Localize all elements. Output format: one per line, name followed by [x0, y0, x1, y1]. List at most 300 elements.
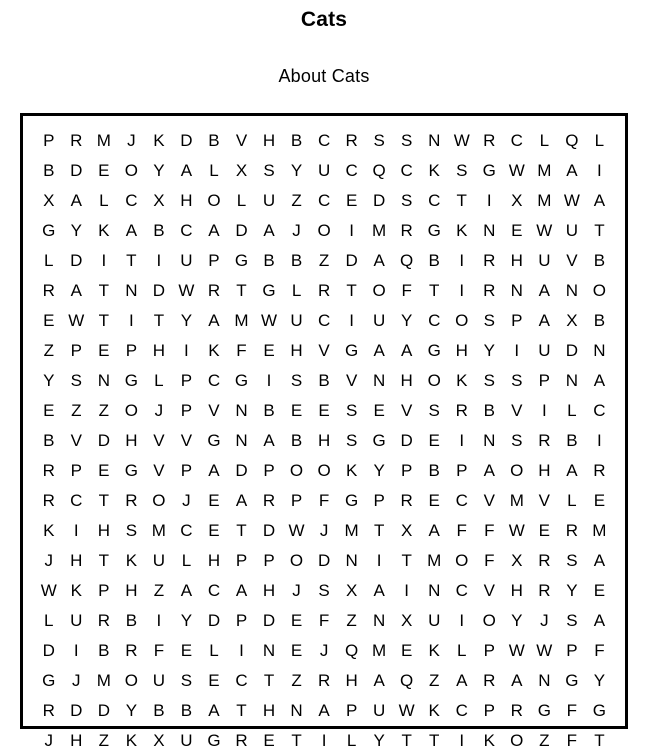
grid-cell[interactable]: O	[289, 461, 304, 480]
grid-cell[interactable]: V	[483, 581, 495, 600]
grid-cell[interactable]: P	[401, 461, 413, 480]
grid-cell[interactable]: R	[538, 581, 551, 600]
grid-cell[interactable]: C	[400, 161, 413, 180]
grid-cell[interactable]: K	[428, 161, 440, 180]
grid-cell[interactable]: W	[40, 581, 57, 600]
grid-cell[interactable]: H	[455, 341, 468, 360]
grid-cell[interactable]: Z	[98, 731, 110, 750]
grid-cell[interactable]: H	[290, 341, 303, 360]
grid-cell[interactable]: U	[538, 341, 551, 360]
grid-cell[interactable]: C	[455, 491, 468, 510]
grid-cell[interactable]: I	[321, 731, 327, 750]
grid-cell[interactable]: X	[566, 311, 578, 330]
grid-cell[interactable]: L	[457, 641, 467, 660]
grid-cell[interactable]: I	[404, 581, 410, 600]
grid-cell[interactable]: V	[153, 431, 165, 450]
grid-cell[interactable]: T	[236, 521, 247, 540]
grid-cell[interactable]: D	[42, 641, 55, 660]
grid-cell[interactable]: R	[262, 491, 276, 510]
grid-cell[interactable]: A	[263, 431, 275, 450]
grid-cell[interactable]: K	[43, 521, 55, 540]
grid-cell[interactable]: A	[208, 461, 220, 480]
grid-cell[interactable]: L	[154, 371, 164, 390]
grid-cell[interactable]: M	[151, 521, 166, 540]
grid-cell[interactable]: D	[262, 521, 276, 540]
grid-cell[interactable]: O	[427, 371, 441, 390]
grid-cell[interactable]: K	[456, 221, 468, 240]
grid-cell[interactable]: P	[70, 341, 82, 360]
grid-cell[interactable]: O	[455, 311, 469, 330]
grid-cell[interactable]: E	[98, 161, 110, 180]
grid-cell[interactable]: I	[101, 251, 107, 270]
grid-cell[interactable]: T	[429, 731, 440, 750]
grid-cell[interactable]: E	[290, 641, 303, 660]
grid-cell[interactable]: I	[128, 311, 134, 330]
grid-cell[interactable]: B	[428, 251, 440, 270]
grid-cell[interactable]: B	[125, 611, 138, 630]
grid-cell[interactable]: G	[42, 671, 56, 690]
grid-cell[interactable]: X	[345, 581, 358, 600]
grid-cell[interactable]: G	[42, 221, 56, 240]
grid-cell[interactable]: R	[125, 641, 138, 660]
grid-cell[interactable]: Y	[125, 701, 138, 720]
grid-cell[interactable]: I	[459, 731, 465, 750]
grid-cell[interactable]: E	[43, 311, 55, 330]
grid-cell[interactable]: W	[398, 701, 415, 720]
grid-cell[interactable]: J	[292, 581, 301, 600]
grid-cell[interactable]: A	[235, 581, 248, 600]
grid-cell[interactable]: T	[98, 311, 110, 330]
grid-cell[interactable]: P	[125, 341, 138, 360]
grid-cell[interactable]: N	[262, 641, 276, 660]
grid-cell[interactable]: Z	[346, 611, 357, 630]
grid-cell[interactable]: W	[563, 191, 580, 210]
grid-cell[interactable]: R	[483, 281, 496, 300]
grid-cell[interactable]: O	[124, 161, 138, 180]
grid-cell[interactable]: P	[290, 491, 303, 510]
grid-cell[interactable]: M	[234, 311, 249, 330]
grid-cell[interactable]: V	[70, 431, 82, 450]
grid-cell[interactable]: E	[401, 641, 413, 660]
grid-cell[interactable]: U	[262, 191, 276, 210]
grid-cell[interactable]: O	[207, 191, 221, 210]
grid-cell[interactable]: U	[428, 611, 441, 630]
grid-cell[interactable]: J	[127, 131, 136, 150]
grid-cell[interactable]: J	[44, 731, 54, 750]
grid-cell[interactable]: Y	[511, 611, 523, 630]
grid-cell[interactable]: G	[262, 281, 276, 300]
grid-cell[interactable]: C	[70, 491, 83, 510]
grid-cell[interactable]: X	[401, 611, 413, 630]
grid-cell[interactable]: N	[373, 371, 386, 390]
grid-cell[interactable]: K	[125, 731, 138, 750]
grid-cell[interactable]: N	[483, 221, 496, 240]
grid-cell[interactable]: N	[373, 611, 386, 630]
grid-cell[interactable]: O	[124, 671, 138, 690]
grid-cell[interactable]: X	[153, 731, 165, 750]
grid-cell[interactable]: O	[317, 461, 331, 480]
grid-cell[interactable]: P	[180, 371, 193, 390]
grid-cell[interactable]: D	[207, 611, 221, 630]
grid-cell[interactable]: V	[153, 461, 165, 480]
grid-cell[interactable]: E	[43, 401, 55, 420]
grid-cell[interactable]: E	[318, 401, 330, 420]
grid-cell[interactable]: A	[483, 461, 495, 480]
grid-cell[interactable]: U	[180, 731, 193, 750]
grid-cell[interactable]: T	[346, 281, 357, 300]
grid-cell[interactable]: R	[400, 221, 413, 240]
grid-cell[interactable]: V	[345, 371, 358, 390]
grid-cell[interactable]: M	[96, 671, 111, 690]
grid-cell[interactable]: E	[208, 521, 220, 540]
grid-cell[interactable]: A	[180, 581, 193, 600]
grid-cell[interactable]: I	[597, 161, 602, 180]
grid-cell[interactable]: B	[566, 431, 578, 450]
grid-cell[interactable]: D	[235, 221, 248, 240]
grid-cell[interactable]: I	[459, 251, 465, 270]
grid-cell[interactable]: S	[125, 521, 138, 540]
grid-cell[interactable]: C	[235, 671, 248, 690]
grid-cell[interactable]: G	[207, 431, 221, 450]
grid-cell[interactable]: J	[292, 221, 301, 240]
grid-cell[interactable]: U	[373, 311, 386, 330]
grid-cell[interactable]: C	[317, 131, 331, 150]
grid-cell[interactable]: F	[318, 491, 330, 510]
grid-cell[interactable]: O	[592, 281, 606, 300]
grid-cell[interactable]: U	[538, 251, 551, 270]
grid-cell[interactable]: T	[373, 521, 385, 540]
grid-cell[interactable]: T	[126, 251, 137, 270]
grid-cell[interactable]: U	[180, 251, 193, 270]
grid-cell[interactable]: S	[511, 431, 523, 450]
grid-cell[interactable]: G	[207, 731, 221, 750]
grid-cell[interactable]: B	[263, 401, 275, 420]
grid-cell[interactable]: H	[180, 191, 193, 210]
grid-cell[interactable]: B	[153, 221, 165, 240]
grid-cell[interactable]: A	[263, 221, 275, 240]
grid-cell[interactable]: P	[483, 701, 495, 720]
grid-cell[interactable]: G	[427, 221, 441, 240]
grid-cell[interactable]: O	[289, 551, 304, 570]
grid-cell[interactable]: D	[373, 191, 386, 210]
grid-cell[interactable]: Y	[373, 461, 385, 480]
grid-cell[interactable]: I	[376, 551, 382, 570]
grid-cell[interactable]: V	[538, 491, 550, 510]
grid-cell[interactable]: P	[263, 551, 275, 570]
grid-cell[interactable]: S	[290, 371, 303, 390]
grid-cell[interactable]: F	[401, 281, 412, 300]
grid-cell[interactable]: K	[125, 551, 138, 570]
grid-cell[interactable]: C	[593, 401, 606, 420]
grid-cell[interactable]: R	[207, 281, 221, 300]
grid-cell[interactable]: D	[97, 701, 110, 720]
grid-cell[interactable]: I	[514, 341, 520, 360]
grid-cell[interactable]: H	[262, 581, 276, 600]
grid-cell[interactable]: L	[236, 191, 247, 210]
grid-cell[interactable]: S	[345, 401, 358, 420]
grid-cell[interactable]: M	[537, 191, 552, 210]
grid-cell[interactable]: N	[125, 281, 138, 300]
grid-cell[interactable]: D	[180, 131, 193, 150]
grid-cell[interactable]: F	[484, 521, 495, 540]
grid-cell[interactable]: J	[44, 551, 54, 570]
grid-cell[interactable]: F	[566, 731, 578, 750]
grid-cell[interactable]: O	[482, 611, 496, 630]
grid-cell[interactable]: I	[459, 281, 465, 300]
grid-cell[interactable]: V	[483, 491, 495, 510]
grid-cell[interactable]: H	[125, 581, 138, 600]
grid-cell[interactable]: I	[73, 641, 79, 660]
grid-cell[interactable]: M	[537, 161, 552, 180]
grid-cell[interactable]: S	[373, 131, 385, 150]
grid-cell[interactable]: K	[345, 461, 358, 480]
grid-cell[interactable]: P	[538, 371, 550, 390]
grid-cell[interactable]: P	[566, 641, 578, 660]
grid-cell[interactable]: N	[538, 671, 551, 690]
grid-cell[interactable]: B	[153, 701, 165, 720]
grid-cell[interactable]: Z	[539, 731, 550, 750]
grid-cell[interactable]: Z	[43, 341, 54, 360]
grid-cell[interactable]: S	[401, 191, 413, 210]
grid-cell[interactable]: I	[349, 221, 354, 240]
grid-cell[interactable]: B	[263, 251, 275, 270]
grid-cell[interactable]: X	[153, 191, 165, 210]
grid-cell[interactable]: Y	[43, 371, 55, 390]
grid-cell[interactable]: Y	[593, 671, 606, 690]
grid-cell[interactable]: S	[318, 581, 330, 600]
grid-cell[interactable]: U	[290, 311, 303, 330]
grid-cell[interactable]: R	[538, 431, 551, 450]
grid-cell[interactable]: U	[70, 611, 83, 630]
grid-cell[interactable]: X	[401, 521, 413, 540]
grid-cell[interactable]: Q	[400, 671, 414, 690]
grid-cell[interactable]: T	[456, 191, 467, 210]
grid-cell[interactable]: E	[428, 431, 440, 450]
grid-cell[interactable]: A	[428, 521, 440, 540]
grid-cell[interactable]: P	[43, 131, 55, 150]
grid-cell[interactable]: T	[98, 281, 110, 300]
grid-cell[interactable]: K	[483, 731, 495, 750]
grid-cell[interactable]: C	[180, 521, 193, 540]
grid-cell[interactable]: B	[98, 641, 110, 660]
grid-cell[interactable]: Y	[180, 311, 193, 330]
grid-cell[interactable]: M	[372, 641, 387, 660]
grid-cell[interactable]: V	[235, 131, 248, 150]
grid-cell[interactable]: I	[73, 521, 79, 540]
grid-cell[interactable]: A	[566, 161, 578, 180]
grid-cell[interactable]: H	[207, 551, 221, 570]
grid-cell[interactable]: P	[345, 701, 358, 720]
grid-cell[interactable]: O	[510, 461, 524, 480]
grid-cell[interactable]: H	[152, 341, 166, 360]
grid-cell[interactable]: T	[153, 311, 165, 330]
grid-cell[interactable]: J	[72, 671, 81, 690]
grid-cell[interactable]: Y	[290, 161, 303, 180]
grid-cell[interactable]: H	[70, 731, 83, 750]
grid-cell[interactable]: L	[181, 551, 192, 570]
grid-cell[interactable]: B	[593, 251, 606, 270]
grid-cell[interactable]: O	[152, 491, 166, 510]
grid-cell[interactable]: G	[124, 461, 138, 480]
grid-cell[interactable]: B	[290, 251, 303, 270]
grid-cell[interactable]: F	[456, 521, 467, 540]
grid-cell[interactable]: R	[42, 461, 55, 480]
grid-cell[interactable]: R	[593, 461, 606, 480]
grid-cell[interactable]: J	[540, 611, 549, 630]
grid-cell[interactable]: N	[235, 431, 248, 450]
grid-cell[interactable]: J	[319, 641, 329, 660]
grid-cell[interactable]: F	[236, 341, 247, 360]
grid-cell[interactable]: Z	[291, 191, 302, 210]
grid-cell[interactable]: T	[263, 671, 275, 690]
grid-cell[interactable]: N	[565, 371, 578, 390]
grid-cell[interactable]: D	[70, 701, 83, 720]
grid-cell[interactable]: A	[208, 221, 220, 240]
grid-cell[interactable]: C	[207, 581, 221, 600]
grid-cell[interactable]: H	[262, 701, 276, 720]
grid-cell[interactable]: A	[566, 461, 578, 480]
grid-cell[interactable]: S	[428, 401, 440, 420]
grid-cell[interactable]: R	[538, 551, 551, 570]
grid-cell[interactable]: M	[344, 521, 359, 540]
grid-cell[interactable]: H	[97, 521, 110, 540]
grid-cell[interactable]: X	[511, 551, 523, 570]
grid-cell[interactable]: T	[236, 281, 247, 300]
grid-cell[interactable]: L	[291, 281, 302, 300]
grid-cell[interactable]: T	[401, 551, 412, 570]
grid-cell[interactable]: Y	[483, 341, 495, 360]
grid-cell[interactable]: R	[483, 251, 496, 270]
grid-cell[interactable]: P	[180, 401, 193, 420]
grid-cell[interactable]: T	[401, 731, 412, 750]
grid-cell[interactable]: I	[541, 401, 547, 420]
grid-cell[interactable]: N	[565, 281, 578, 300]
grid-cell[interactable]: H	[70, 551, 83, 570]
grid-cell[interactable]: V	[180, 431, 193, 450]
grid-cell[interactable]: L	[44, 611, 54, 630]
grid-cell[interactable]: M	[96, 131, 111, 150]
grid-cell[interactable]: L	[567, 401, 577, 420]
grid-cell[interactable]: S	[566, 611, 578, 630]
grid-cell[interactable]: E	[428, 491, 440, 510]
grid-cell[interactable]: P	[235, 611, 248, 630]
grid-cell[interactable]: P	[70, 461, 82, 480]
grid-cell[interactable]: R	[317, 671, 331, 690]
grid-cell[interactable]: I	[349, 311, 354, 330]
grid-cell[interactable]: V	[318, 341, 330, 360]
grid-cell[interactable]: L	[209, 641, 219, 660]
grid-cell[interactable]: G	[344, 341, 359, 360]
grid-cell[interactable]: T	[291, 731, 302, 750]
grid-cell[interactable]: Y	[180, 611, 193, 630]
grid-cell[interactable]: B	[593, 311, 606, 330]
grid-cell[interactable]: L	[99, 191, 109, 210]
grid-cell[interactable]: Q	[565, 131, 579, 150]
grid-cell[interactable]: O	[455, 551, 469, 570]
grid-cell[interactable]: R	[510, 701, 523, 720]
grid-cell[interactable]: G	[592, 701, 606, 720]
grid-cell[interactable]: S	[483, 311, 495, 330]
grid-cell[interactable]: I	[459, 431, 465, 450]
grid-cell[interactable]: E	[511, 221, 523, 240]
grid-cell[interactable]: P	[511, 311, 523, 330]
grid-cell[interactable]: C	[180, 221, 193, 240]
grid-cell[interactable]: V	[208, 401, 220, 420]
grid-cell[interactable]: L	[567, 491, 577, 510]
grid-cell[interactable]: M	[372, 221, 387, 240]
grid-cell[interactable]: T	[98, 491, 110, 510]
grid-cell[interactable]: L	[539, 131, 550, 150]
grid-cell[interactable]: N	[428, 581, 441, 600]
grid-cell[interactable]: A	[401, 341, 413, 360]
grid-cell[interactable]: S	[566, 551, 578, 570]
grid-cell[interactable]: J	[182, 491, 191, 510]
grid-cell[interactable]: B	[290, 131, 303, 150]
grid-cell[interactable]: L	[44, 251, 54, 270]
grid-cell[interactable]: N	[428, 131, 441, 150]
grid-cell[interactable]: P	[98, 581, 110, 600]
grid-cell[interactable]: L	[209, 161, 219, 180]
grid-cell[interactable]: V	[401, 401, 413, 420]
grid-cell[interactable]: W	[178, 281, 195, 300]
grid-cell[interactable]: R	[235, 731, 248, 750]
grid-cell[interactable]: N	[483, 431, 496, 450]
grid-cell[interactable]: V	[566, 251, 578, 270]
grid-cell[interactable]: Y	[566, 581, 578, 600]
grid-cell[interactable]: Q	[400, 251, 414, 270]
grid-cell[interactable]: G	[234, 251, 249, 270]
grid-cell[interactable]: C	[317, 191, 331, 210]
grid-cell[interactable]: Y	[70, 221, 82, 240]
grid-cell[interactable]: K	[70, 581, 82, 600]
grid-cell[interactable]: M	[427, 551, 442, 570]
grid-cell[interactable]: B	[43, 161, 55, 180]
grid-cell[interactable]: K	[208, 341, 220, 360]
grid-cell[interactable]: D	[400, 431, 413, 450]
grid-cell[interactable]: X	[235, 161, 248, 180]
grid-cell[interactable]: J	[319, 521, 329, 540]
grid-cell[interactable]: R	[42, 701, 55, 720]
grid-cell[interactable]: V	[511, 401, 523, 420]
grid-cell[interactable]: D	[70, 251, 83, 270]
grid-cell[interactable]: O	[317, 221, 331, 240]
grid-cell[interactable]: E	[180, 641, 193, 660]
grid-cell[interactable]: D	[345, 251, 358, 270]
grid-cell[interactable]: E	[208, 671, 220, 690]
grid-cell[interactable]: M	[592, 521, 607, 540]
grid-cell[interactable]: E	[538, 521, 550, 540]
grid-cell[interactable]: G	[124, 371, 138, 390]
grid-cell[interactable]: E	[593, 491, 606, 510]
grid-cell[interactable]: A	[125, 221, 138, 240]
grid-cell[interactable]: W	[536, 641, 553, 660]
grid-cell[interactable]: A	[593, 611, 606, 630]
grid-cell[interactable]: P	[483, 641, 495, 660]
grid-cell[interactable]: A	[593, 191, 606, 210]
grid-cell[interactable]: N	[235, 401, 248, 420]
grid-cell[interactable]: R	[565, 521, 578, 540]
grid-cell[interactable]: D	[565, 341, 578, 360]
grid-cell[interactable]: W	[453, 131, 470, 150]
grid-cell[interactable]: I	[266, 371, 272, 390]
grid-cell[interactable]: A	[373, 341, 385, 360]
grid-cell[interactable]: N	[510, 281, 523, 300]
grid-cell[interactable]: F	[153, 641, 165, 660]
grid-cell[interactable]: B	[428, 461, 440, 480]
grid-cell[interactable]: E	[208, 491, 220, 510]
grid-cell[interactable]: E	[290, 401, 303, 420]
grid-cell[interactable]: R	[345, 131, 358, 150]
